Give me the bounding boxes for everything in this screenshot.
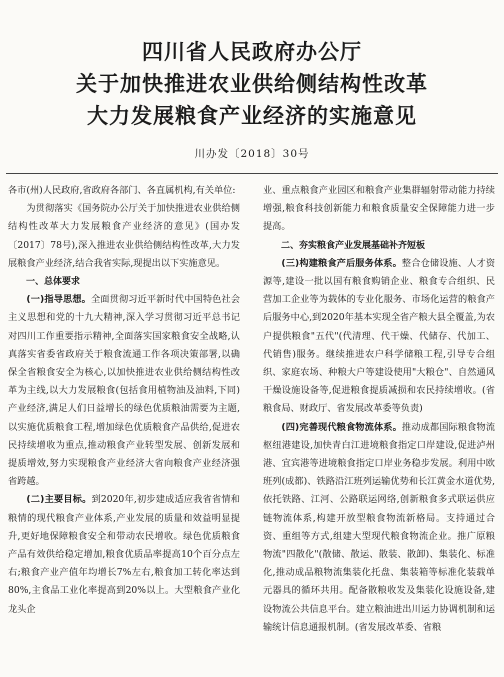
item-1-body: 全面贯彻习近平新时代中国特色社会主义思想和党的十九大精神,深入学习贯彻习近平总书记对四川工作重要指示精神,全面落实国家粮食安全战略,认真落实省委省政府关于粮食流通工作各项决策部署,以确保全省粮食安全为核心,以加快推进农业供给侧结构性改革为主线,以大力发展粮食(包括食用植物油及油料,下同)产业经济,满足人们日益增长的绿色优质粮油需要为主题,以实施优质粮食工程,增加绿色优质粮食产品供给,促进农民持续增收为重点,推动粮食产业转型发展、创新发展和提质增效,努力实现粮食产业经济大省向粮食产业经济强省跨越。	[8, 294, 240, 488]
left-column	[8, 182, 240, 619]
item-2-paragraph	[8, 491, 240, 618]
item-2-lead: (二)主要目标。	[26, 494, 92, 506]
item-1-lead: (一)指导思想。	[26, 294, 91, 306]
item-3-paragraph	[263, 255, 495, 419]
section-2-heading: 二、夯实粮食产业发展基础补齐短板	[281, 240, 426, 251]
item-3-lead: (三)构建粮食产后服务体系。	[281, 257, 402, 269]
title-line-2: 关于加快推进农业供给侧结构性改革	[76, 72, 428, 96]
item-3-body: 整合仓储设施、人才资源等,建设一批以国有粮食购销企业、粮食专合组织、民营加工企业等为载体的专业化服务、市场化运营的粮食产后服务中心,到2020年基本实现全省产粮大县全覆盖,为农户提供粮食"五代"(代清理、代干燥、代储存、代加工、代销售)服务。继续推进农户科学储粮工程,引导专合组织、家庭农场、种粮大户等建设使用"大粮仓"、自然通风干燥设施设备等,促进粮食提质减损和农民持续增收。(省粮食局、财政厅、省发展改革委等负责)	[263, 257, 496, 415]
intro-paragraph: 为贯彻落实《国务院办公厅关于加快推进农业供给侧结构性改革大力发展粮食产业经济的意见》(国办发〔2017〕78号),深入推进农业供给侧结构性改革,大力发展粮食产业经济,结合我省实际,现提出以下实施意见。	[8, 203, 240, 269]
item-4-paragraph	[263, 419, 495, 637]
document-title	[0, 36, 504, 132]
addressee: 各市(州)人民政府,省政府各部门、各直属机构,有关单位:	[8, 185, 236, 196]
continuation-paragraph: 业、重点粮食产业园区和粮食产业集群辐射带动能力持续增强,粮食科技创新能力和粮食质量安全保障能力进一步提高。	[263, 185, 495, 233]
right-column	[263, 182, 495, 637]
item-1-paragraph	[8, 291, 240, 491]
section-1-heading: 一、总体要求	[26, 277, 81, 288]
item-2-body: 到2020年,初步建成适应我省省情和粮情的现代粮食产业体系,产业发展的质量和效益明显提升,更好地保障粮食安全和带动农民增收。绿色优质粮食产品有效供给稳定增加,粮食优质品率提高10个百分点左右;粮食产业产值年均增长7%左右,粮食加工转化率达到80%,主食品工业化率提高到20%以上。大型粮食产业化龙头企	[8, 494, 240, 615]
title-line-3: 大力发展粮食产业经济的实施意见	[87, 104, 417, 128]
document-number: 川办发〔2018〕30号	[194, 148, 310, 160]
item-4-lead: (四)完善现代粮食物流体系。	[281, 421, 402, 433]
header-divider	[6, 173, 498, 174]
title-line-1: 四川省人民政府办公厅	[142, 40, 362, 64]
item-4-body: 推动成都国际粮食物流枢纽港建设,加快青白江进境粮食指定口岸建设,促进泸州港、宜宾港等进境粮食指定口岸业务稳步发展。利用中欧班列(成都)、铁路沿江班列运输优势和长江黄金水道优势,依托铁路、江河、公路联运网络,创新粮食多式联运供应链物流体系,构建开放型粮食物流新格局。支持通过合资、重组等方式,组建大型现代粮食物流企业。推广原粮物流"四散化"(散储、散运、散装、散卸)、集装化、标准化,推动成品粮物流集装化托盘、集装箱等标准化装载单元器具的循环共用。配备散粮收发及集装化设施设备,建设物流公共信息平台。建立粮油进出川运力协调机制和运输统计信息通报机制。(省发展改革委、省粮	[263, 421, 496, 633]
